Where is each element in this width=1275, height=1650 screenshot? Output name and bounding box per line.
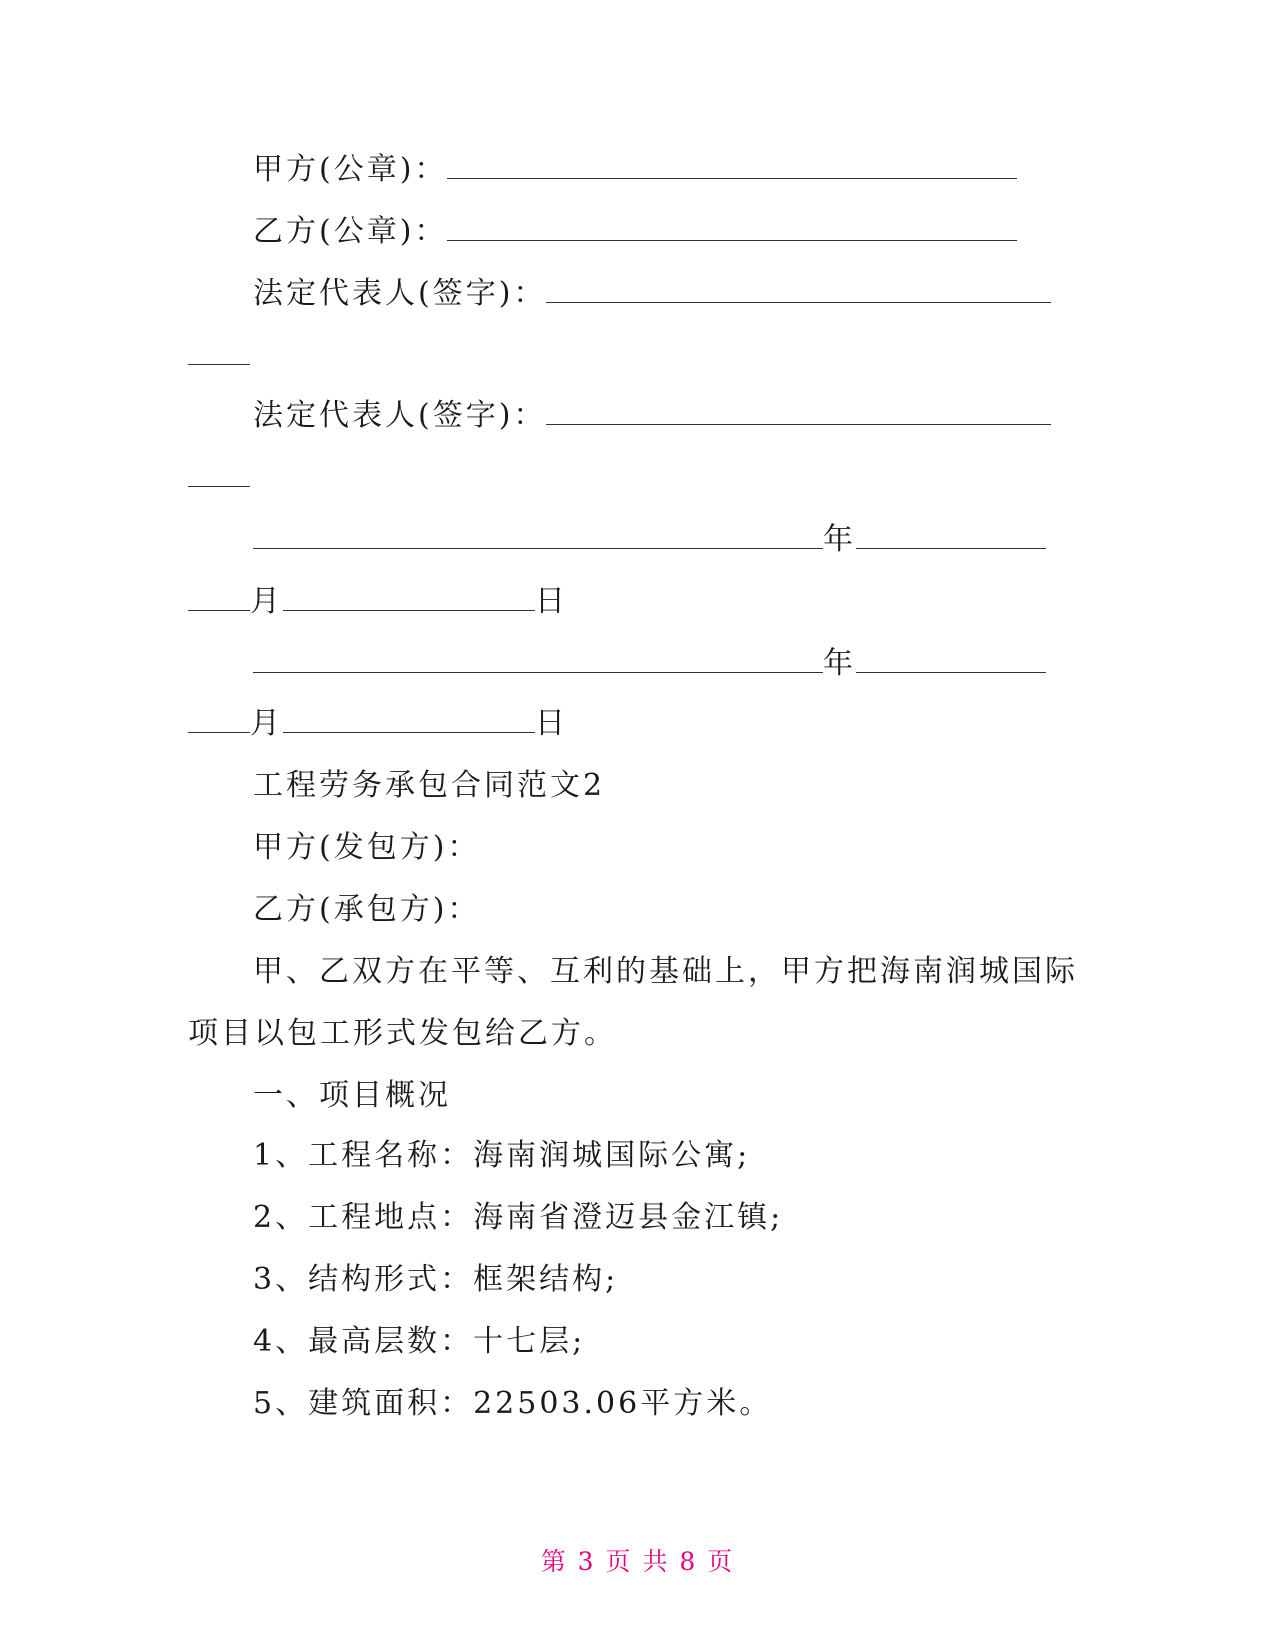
page-number-footer: 第 3 页 共 8 页: [540, 1547, 735, 1576]
legal-rep-1-label: 法定代表人(签字)：: [253, 276, 547, 311]
party-b-seal-blank: [447, 214, 1017, 241]
list-item: 3、结构形式：框架结构;: [253, 1262, 619, 1297]
day-label: 日: [535, 706, 568, 741]
month-label: 月: [250, 584, 283, 619]
legal-rep-2-label: 法定代表人(签字)：: [253, 398, 547, 433]
legal-rep-2-blank-continuation: [188, 458, 250, 498]
legal-rep-2-blank: [546, 398, 1051, 425]
list-item: 1、工程名称：海南润城国际公寓;: [253, 1138, 751, 1173]
section-heading: 一、项目概况: [253, 1078, 451, 1113]
legal-rep-2-line: [253, 396, 1051, 436]
party-a-line: 甲方(发包方)：: [253, 830, 481, 865]
list-item: 2、工程地点：海南省澄迈县金江镇;: [253, 1200, 784, 1235]
year-label: 年: [823, 646, 856, 681]
party-a-seal-blank: [447, 152, 1017, 179]
list-item: 4、最高层数：十七层;: [253, 1324, 586, 1359]
list-item: 5、建筑面积：22503.06平方米。: [253, 1386, 773, 1421]
intro-paragraph-line-2: 项目以包工形式发包给乙方。: [188, 1016, 617, 1051]
month-label: 月: [250, 706, 283, 741]
legal-rep-1-blank: [546, 276, 1051, 303]
date-line-2-year: [253, 644, 1046, 684]
legal-rep-1-line: [253, 274, 1051, 314]
legal-rep-1-blank-continuation: [188, 336, 250, 376]
party-a-seal-line: [253, 150, 1017, 190]
date-line-2-month-day: [188, 704, 568, 744]
party-b-line: 乙方(承包方)：: [253, 892, 481, 927]
year-label: 年: [823, 522, 856, 557]
contract-title: 工程劳务承包合同范文2: [253, 768, 606, 803]
party-a-seal-label: 甲方(公章)：: [253, 152, 448, 187]
party-b-seal-line: [253, 212, 1017, 252]
date-line-1-year: [253, 520, 1046, 560]
day-label: 日: [535, 584, 568, 619]
party-b-seal-label: 乙方(公章)：: [253, 214, 448, 249]
date-line-1-month-day: [188, 582, 568, 622]
intro-paragraph-line-1: 甲、乙双方在平等、互利的基础上，甲方把海南润城国际: [253, 954, 1078, 989]
